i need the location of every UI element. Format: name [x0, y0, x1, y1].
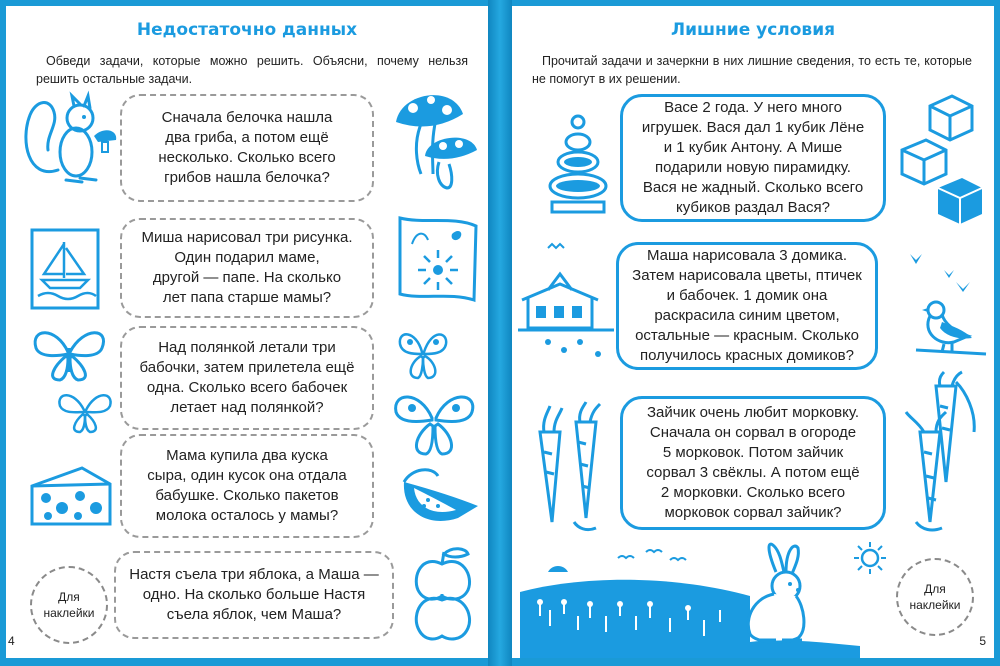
- butterfly-icon: [54, 388, 116, 436]
- butterfly-icon: [392, 324, 452, 384]
- left-page: [6, 6, 488, 658]
- sailboat-drawing-icon: [30, 228, 102, 312]
- squirrel-icon: [18, 90, 118, 194]
- book-spine: [488, 0, 512, 666]
- apples-icon: [406, 546, 480, 650]
- left-page-title: Недостаточно данных: [136, 20, 358, 40]
- butterfly-icon: [26, 322, 112, 386]
- problem-box-5[interactable]: Настя съела три яблока, а Маша — одно. На сколько больше Настя съела яблок, чем Маша?: [114, 551, 394, 639]
- problem-box-6[interactable]: Васе 2 года. У него много игрушек. Вася дал 1 кубик Лёне и 1 кубик Антону. А Мише подарили новую пирамидку. Вася не жадный. Сколько всего кубиков раздал Вася?: [620, 94, 886, 222]
- right-page-intro: Прочитай задачи и зачеркни в них лишние сведения, то есть те, которые не помогут в их решении.: [532, 54, 972, 86]
- carrots-icon: [530, 402, 614, 538]
- sticker-label-line1: Для: [58, 590, 80, 604]
- flower-drawing-icon: [394, 214, 480, 304]
- cheese-icon: [28, 464, 114, 528]
- right-page-title: Лишние условия: [670, 20, 836, 40]
- melon-slice-icon: [398, 462, 482, 528]
- mushrooms-icon: [391, 84, 481, 194]
- problem-box-3[interactable]: Над полянкой летали три бабочки, затем прилетела ещё одна. Сколько всего бабочек летает над полянкой?: [120, 326, 374, 430]
- bird-icon: [896, 246, 992, 366]
- cubes-icon: [896, 92, 986, 228]
- page-number-left: 4: [8, 634, 15, 648]
- sticker-label-line2: наклейки: [909, 598, 961, 612]
- problem-box-8[interactable]: Зайчик очень любит морковку. Сначала он сорвал в огороде 5 морковок. Потом зайчик сорвал 3 свёклы. А потом ещё 2 морковки. Сколько всего морковок сорвал зайчик?: [620, 396, 886, 530]
- problem-box-7[interactable]: Маша нарисовала 3 домика. Затем нарисовала цветы, птичек и бабочек. 1 домик она раскрасила синим цветом, остальные — красным. Сколько получилось красных домиков?: [616, 242, 878, 370]
- page-number-right: 5: [979, 634, 986, 648]
- carrots-icon: [896, 372, 992, 542]
- right-page: [512, 6, 994, 658]
- butterfly-icon: [386, 384, 482, 458]
- sticker-label-line1: Для: [924, 582, 946, 596]
- left-page-intro: Обведи задачи, которые можно решить. Объясни, почему нельзя решить остальные задачи.: [36, 54, 468, 86]
- house-icon: [518, 238, 614, 368]
- pyramid-toy-icon: [546, 114, 610, 218]
- sticker-label-line2: наклейки: [43, 606, 95, 620]
- problem-box-2[interactable]: Миша нарисовал три рисунка. Один подарил маме, другой — папе. На сколько лет папа старше мамы?: [120, 218, 374, 318]
- sticker-placeholder-left[interactable]: [30, 566, 108, 644]
- rabbit-icon: [736, 542, 826, 646]
- problem-box-4[interactable]: Мама купила два куска сыра, один кусок она отдала бабушке. Сколько пакетов молока осталось у мамы?: [120, 434, 374, 538]
- sticker-placeholder-right[interactable]: [896, 558, 974, 636]
- problem-box-1[interactable]: Сначала белочка нашла два гриба, а потом ещё несколько. Сколько всего грибов нашла белочка?: [120, 94, 374, 202]
